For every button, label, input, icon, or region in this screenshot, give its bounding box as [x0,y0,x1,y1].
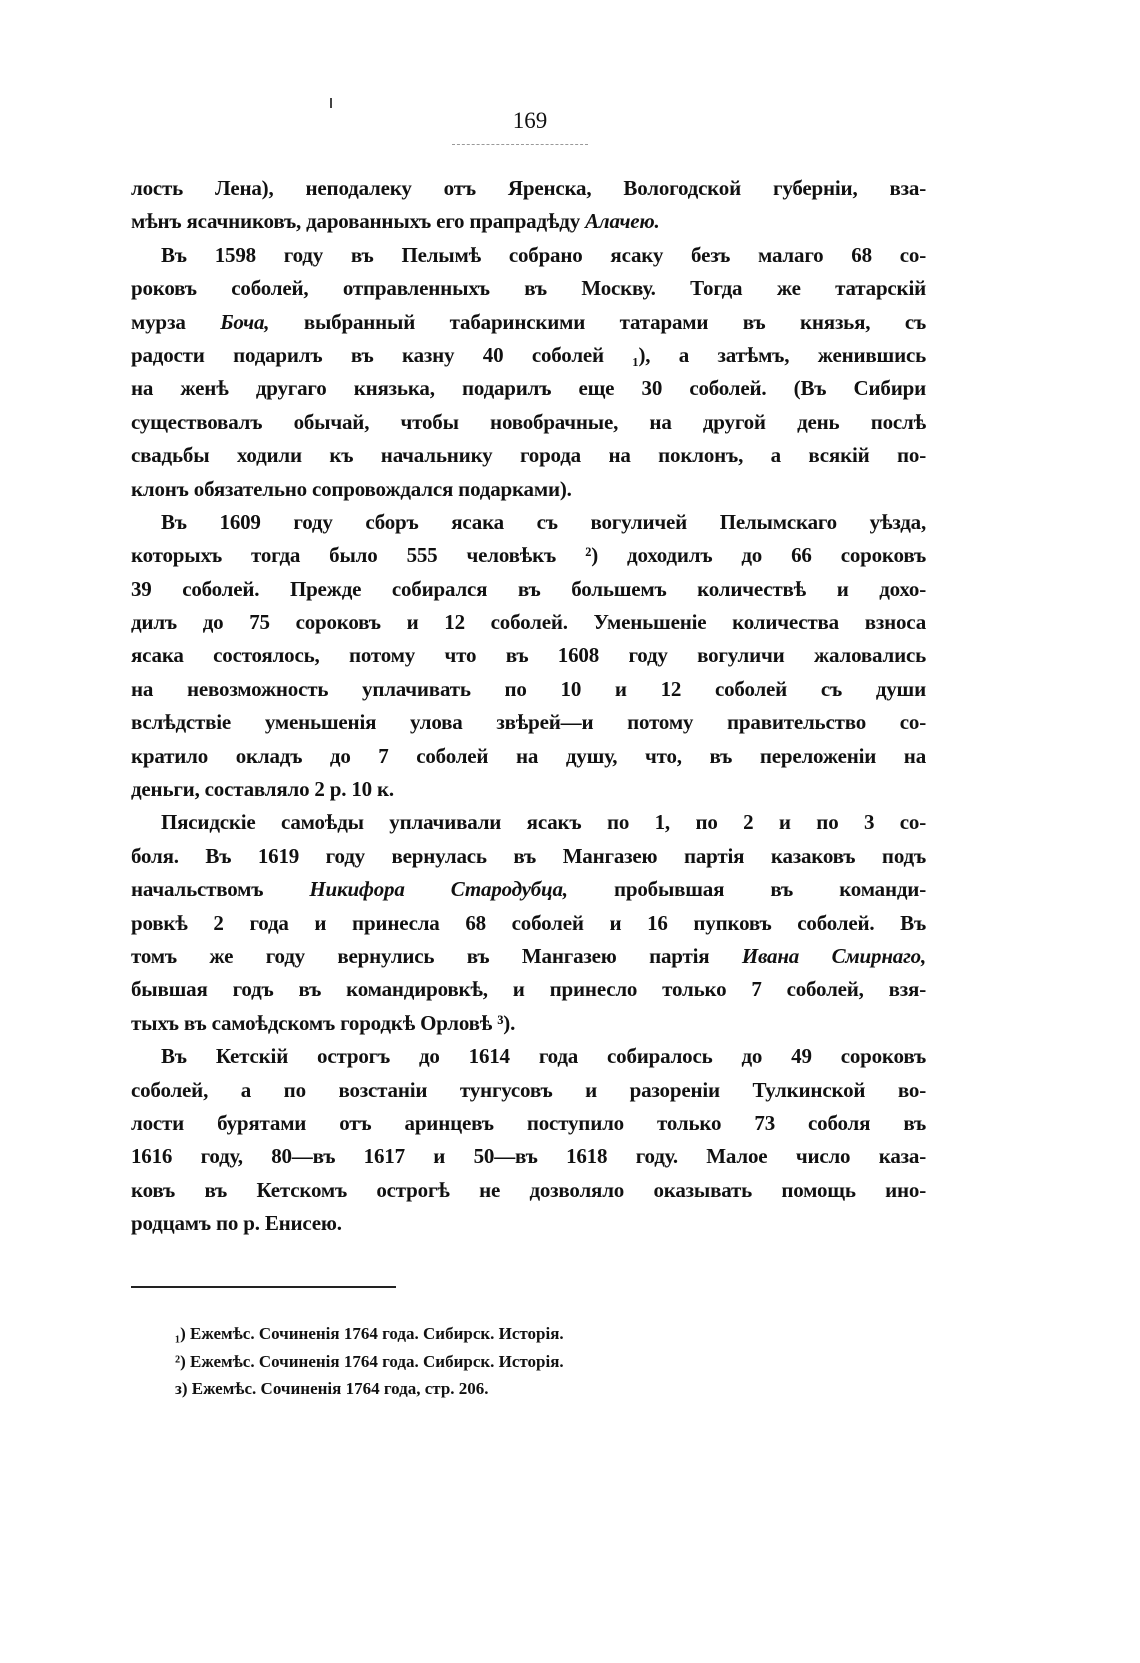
text-line [131,973,926,1006]
footnote: з) Ежемѣс. Сочиненія 1764 года, стр. 206. [175,1379,489,1398]
text-segment: лость Лена), неподалеку отъ Яренска, Вологодской губерніи, вза- [131,176,926,200]
text-line [131,639,926,672]
footnote-divider [131,1286,396,1288]
text-segment: на женѣ другаго князька, подарилъ еще 30 соболей. (Въ Сибири [131,376,926,401]
text-segment: лости бурятами отъ аринцевъ поступило только 73 соболя въ [131,1110,926,1135]
footnote: ₁) Ежемѣс. Сочиненія 1764 года. Сибирск. Исторія. [175,1324,564,1343]
text-line [131,406,926,439]
footnote: ²) Ежемѣс. Сочиненія 1764 года. Сибирск. Исторія. [175,1351,564,1371]
text-segment: тыхъ въ самоѣдскомъ городкѣ Орловѣ ³). [131,1010,516,1035]
text-line [131,740,926,773]
text-line [131,272,926,305]
text-segment: пробывшая въ команди- [567,877,926,902]
text-line [131,840,926,873]
page-number: 169 [512,108,548,133]
text-segment: радости подарилъ въ казну 40 соболей ₁), а затѣмъ, женившись [131,342,926,367]
text-segment: выбранный табаринскими татарами въ князья, съ [269,309,926,334]
text-line [131,339,926,372]
text-segment: вслѣдствіе уменьшенія улова звѣрей—и потому правительство со- [131,710,926,735]
text-segment: бывшая годъ въ командировкѣ, и принесло только 7 соболей, взя- [131,977,926,1002]
text-segment: клонъ обязательно сопровождался подарками). [131,476,572,501]
text-line [131,506,926,539]
italic-name: Никифора Стародубца, [309,877,568,902]
text-line [131,239,926,272]
text-segment: роковъ соболей, отправленныхъ въ Москву. Тогда же татарскій [131,276,926,301]
footnotes [175,1320,564,1403]
text-line [131,439,926,472]
text-line [131,1074,926,1107]
text-segment: томъ же году вернулись въ Мангазею партія [131,943,742,968]
text-line [131,1140,926,1173]
text-line [131,1174,926,1207]
text-segment: ровкѣ 2 года и принесла 68 соболей и 16 пупковъ соболей. Въ [131,910,926,935]
text-segment: начальствомъ [131,877,310,902]
text-segment: Пясидскіе самоѣды уплачивали ясакъ по 1, по 2 и по 3 со- [161,810,926,835]
scan-mark [330,98,332,108]
text-line [131,907,926,940]
text-line [131,205,926,238]
text-segment: боля. Въ 1619 году вернулась въ Мангазею партія казаковъ подъ [131,843,926,868]
text-line [131,706,926,739]
text-segment: родцамъ по р. Енисею. [131,1211,342,1236]
page-number-rule [452,144,588,145]
text-segment: существовалъ обычай, чтобы новобрачные, на другой день послѣ [131,409,926,434]
text-line [131,940,926,973]
text-segment: Въ 1598 году въ Пелымѣ собрано ясаку безъ малаго 68 со- [161,242,926,267]
body-text [131,172,926,1241]
text-line [131,873,926,906]
text-line [131,773,926,806]
text-line [131,306,926,339]
text-segment: ясака состоялось, потому что въ 1608 году вогуличи жаловались [131,643,926,668]
text-segment: дилъ до 75 сороковъ и 12 соболей. Уменьшеніе количества взноса [131,610,926,635]
text-line [131,806,926,839]
text-line [131,1107,926,1140]
text-segment: Въ 1609 году сборъ ясака съ вогуличей Пелымскаго уѣзда, [161,509,926,534]
text-segment: кратило окладъ до 7 соболей на душу, что, въ переложеніи на [131,743,926,768]
text-segment: которыхъ тогда было 555 человѣкъ ²) доходилъ до 66 сороковъ [131,543,926,568]
text-line [131,172,926,205]
text-segment: 1616 году, 80—въ 1617 и 50—въ 1618 году. Малое число каза- [131,1144,926,1169]
text-segment: мѣнъ ясачниковъ, дарованныхъ его прапрадѣду [131,209,586,234]
text-line [131,573,926,606]
italic-name: Ивана Смирнаго, [741,943,926,968]
text-line [131,1207,926,1240]
text-segment: на невозможность уплачивать по 10 и 12 соболей съ души [131,676,926,701]
text-segment: 39 соболей. Прежде собирался въ большемъ количествѣ и дохо- [131,576,926,601]
text-segment: Въ Кетскій острогъ до 1614 года собиралось до 49 сороковъ [161,1044,926,1069]
text-line [131,673,926,706]
text-segment: ковъ въ Кетскомъ острогѣ не дозволяло оказывать помощь ино- [131,1177,926,1202]
text-line [131,372,926,405]
text-line [131,1007,926,1040]
text-line [131,606,926,639]
text-segment: соболей, а по возстаніи тунгусовъ и разореніи Тулкинской во- [131,1077,926,1102]
italic-name: Боча, [220,309,270,334]
text-segment: мурза [131,309,221,334]
text-line [131,539,926,572]
text-segment: деньги, составляло 2 р. 10 к. [131,777,394,802]
italic-name: Алачею. [585,209,660,234]
text-line [131,473,926,506]
text-line [131,1040,926,1073]
text-segment: свадьбы ходили къ начальнику города на поклонъ, а всякій по- [131,443,926,468]
